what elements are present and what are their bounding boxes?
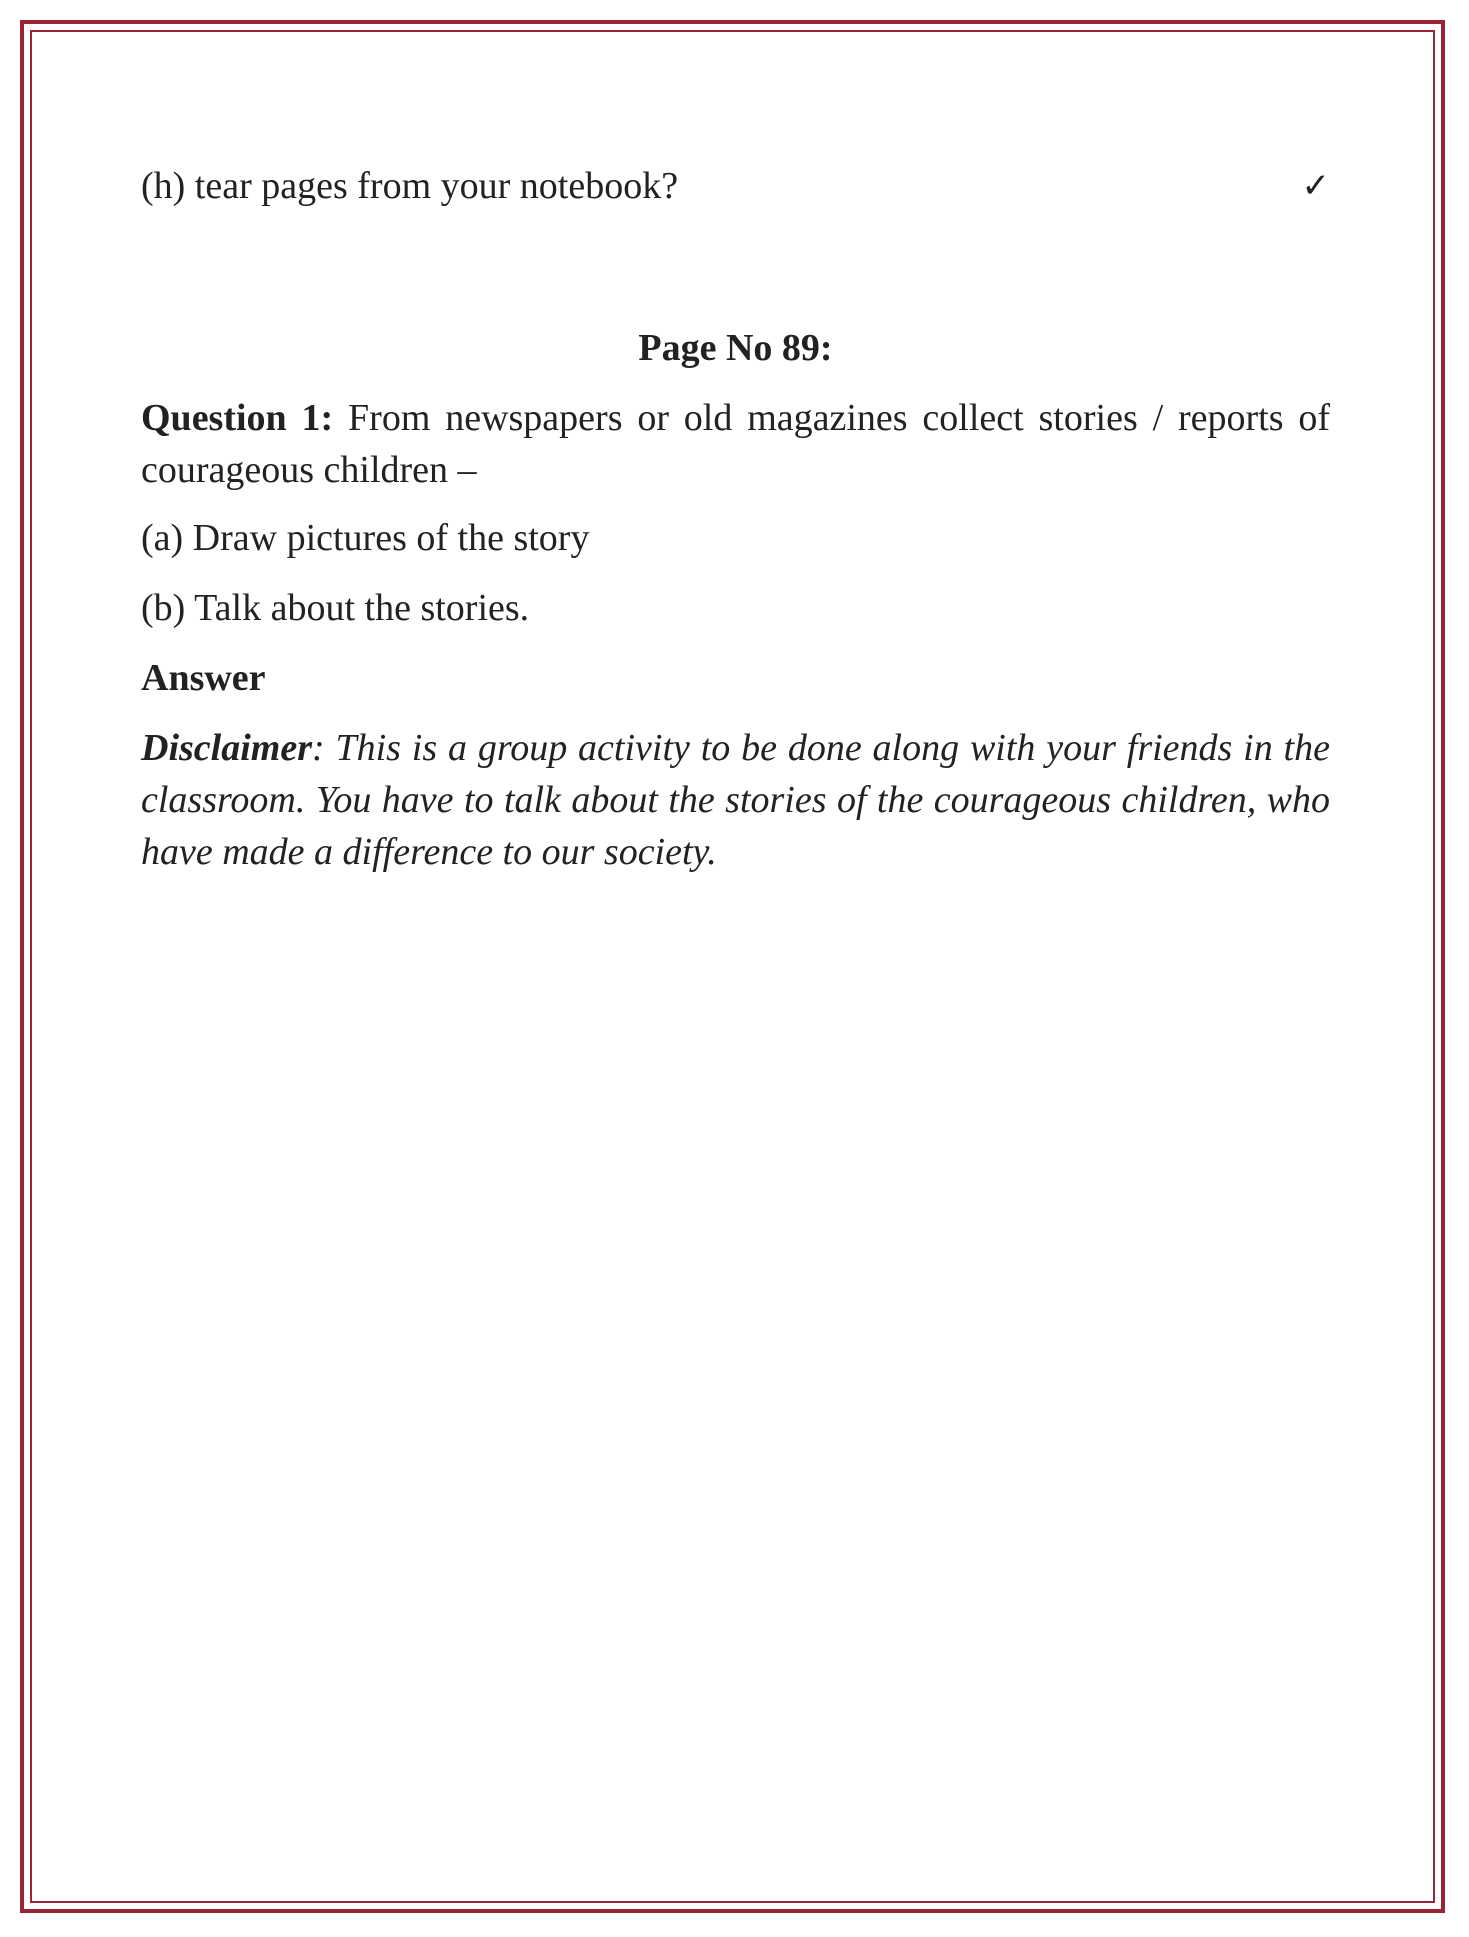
disclaimer-text: : This is a group activity to be done along with your friends in the classroom. You have to talk about the stories of the courageous children, who have made a difference to our society. [141,727,1330,873]
checkmark-icon: ✓ [1301,166,1330,206]
page-number-heading: Page No 89: [638,327,833,369]
question-text: From newspapers or old magazines collect stories / reports of courageous children – [141,397,1330,491]
question-1 [141,392,1330,496]
question-item-b: (b) Talk about the stories. [141,587,530,629]
answer-heading: Answer [141,657,266,699]
question-label: Question 1: [141,397,334,439]
question-item-a: (a) Draw pictures of the story [141,517,590,559]
item-h-row [141,160,1330,212]
disclaimer-label: Disclaimer [141,727,312,769]
page-border-inner [30,30,1435,1903]
item-h-text: (h) tear pages from your notebook? [141,165,679,207]
disclaimer-paragraph [141,722,1330,878]
